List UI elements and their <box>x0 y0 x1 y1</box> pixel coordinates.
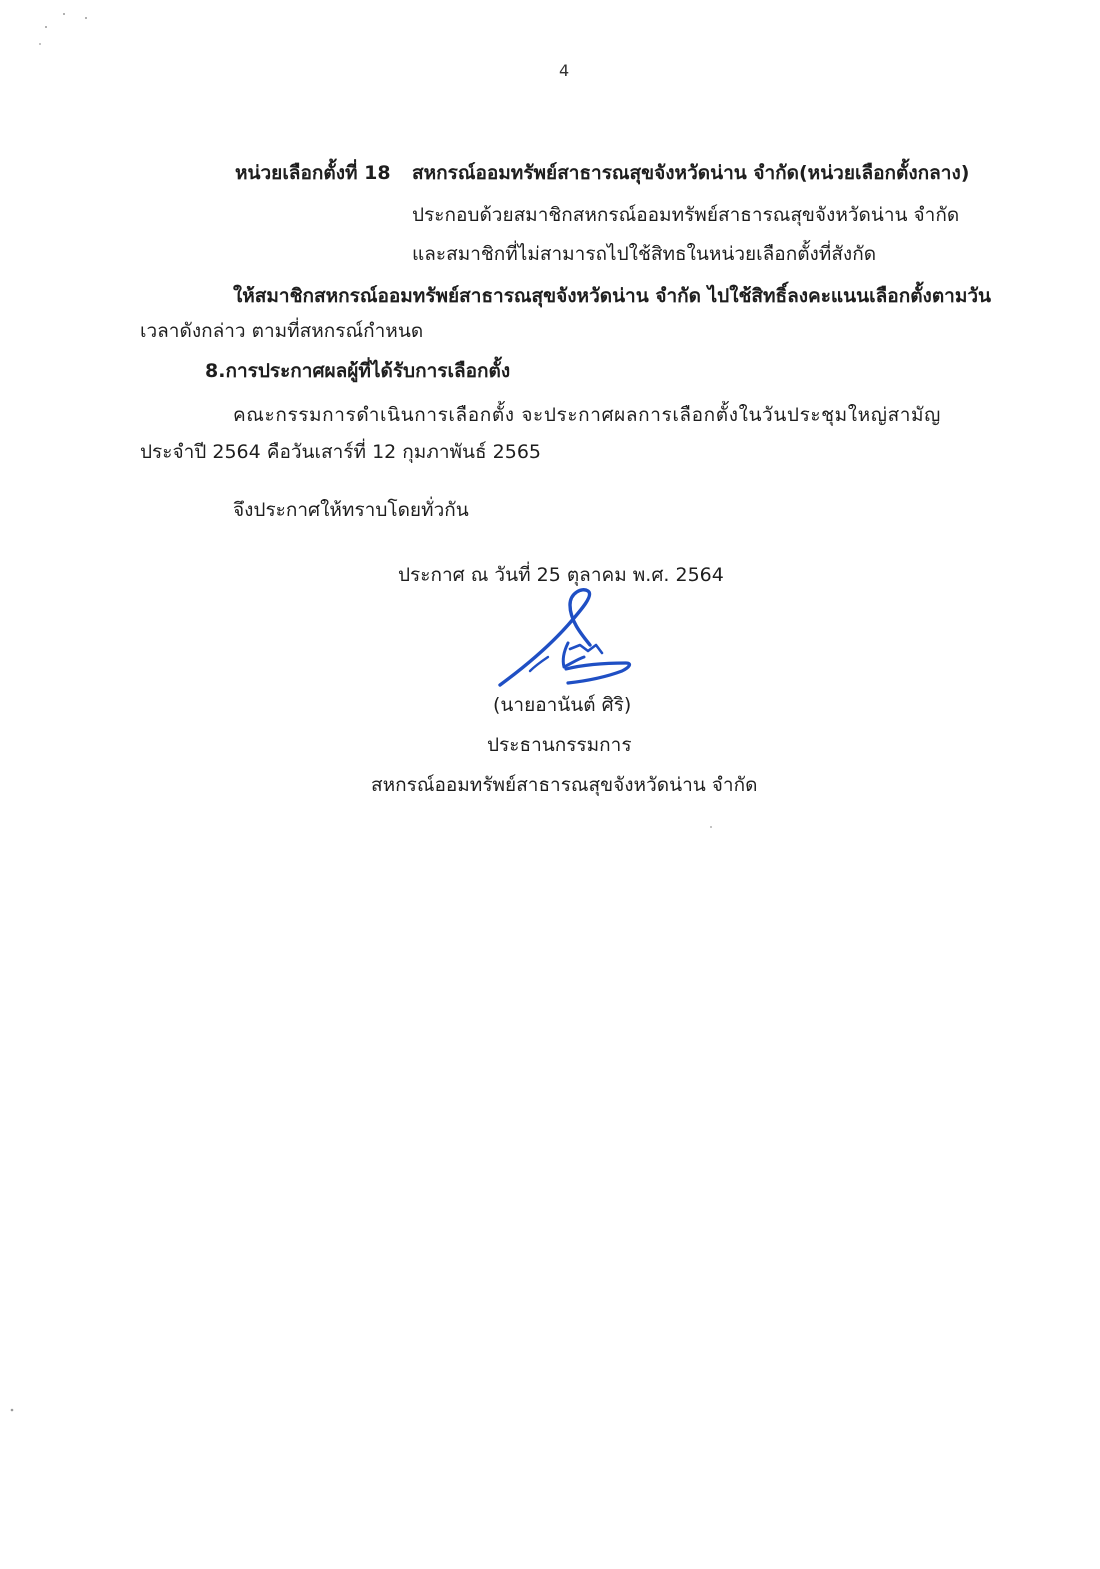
voting-unit-description-line1: ประกอบด้วยสมาชิกสหกรณ์ออมทรัพย์สาธารณสุขจังหวัดน่าน จำกัด <box>412 204 960 226</box>
section8-title: 8.การประกาศผลผู้ที่ได้รับการเลือกตั้ง <box>205 360 511 382</box>
signer-organization: สหกรณ์ออมทรัพย์สาธารณสุขจังหวัดน่าน จำกัด <box>371 774 758 796</box>
voting-unit-name: สหกรณ์ออมทรัพย์สาธารณสุขจังหวัดน่าน จำกัด(หน่วยเลือกตั้งกลาง) <box>412 162 970 184</box>
signer-title: ประธานกรรมการ <box>487 734 632 756</box>
signature <box>490 585 650 695</box>
page-number: 4 <box>559 61 570 80</box>
announcement-date: ประกาศ ณ วันที่ 25 ตุลาคม พ.ศ. 2564 <box>398 564 724 586</box>
section8-line1: คณะกรรมการดำเนินการเลือกตั้ง จะประกาศผลการเลือกตั้งในวันประชุมใหญ่สามัญ <box>233 404 941 426</box>
voting-unit-label: หน่วยเลือกตั้งที่ 18 <box>235 162 391 184</box>
voting-unit-description-line2: และสมาชิกที่ไม่สามารถไปใช้สิทธในหน่วยเลือกตั้งที่สังกัด <box>412 243 877 265</box>
signer-name: (นายอานันต์ ศิริ) <box>493 694 632 716</box>
instruction-line1: ให้สมาชิกสหกรณ์ออมทรัพย์สาธารณสุขจังหวัดน่าน จำกัด ไปใช้สิทธิ์ลงคะแนนเลือกตั้งตามวัน <box>233 285 992 307</box>
closing-statement: จึงประกาศให้ทราบโดยทั่วกัน <box>233 499 469 521</box>
instruction-line2: เวลาดังกล่าว ตามที่สหกรณ์กำหนด <box>140 320 424 342</box>
section8-line2: ประจำปี 2564 คือวันเสาร์ที่ 12 กุมภาพันธ์ 2565 <box>140 441 542 463</box>
